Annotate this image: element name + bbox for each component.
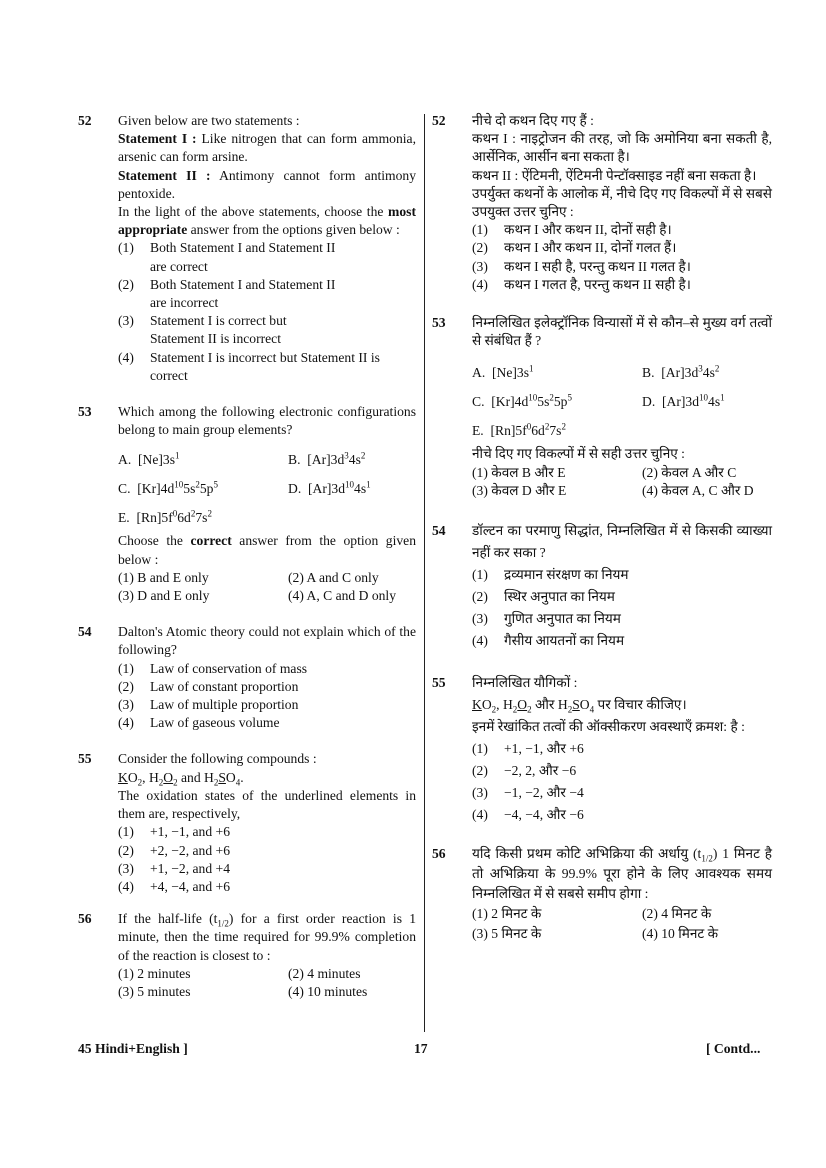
option-3: (3) D and E only <box>118 588 210 604</box>
question-text: Which among the following electronic configurations belong to main group elements? <box>118 404 416 438</box>
option-1: (1) Law of conservation of mass <box>118 660 308 676</box>
footer-page-number: 17 <box>414 1041 428 1056</box>
config-d: D. $[Ar]3d^{10}4s^1$ <box>642 392 725 410</box>
option-4: (4) −4, −4, और −6 <box>472 807 584 823</box>
question-text: Dalton's Atomic theory could not explain which of the following? <box>118 624 416 658</box>
option-1: (1) केवल B और E <box>472 464 566 480</box>
option-3: (3) केवल D और E <box>472 482 567 498</box>
option-2: (2) A and C only <box>288 569 379 585</box>
question-53-en <box>78 403 416 605</box>
options <box>118 965 416 1001</box>
option-3: (3) गुणित अनुपात का नियम <box>472 611 621 627</box>
question-ask: In the light of the above statements, choose the most appropriate answer from the options given below : <box>118 204 416 238</box>
question-number: 52 <box>432 113 446 128</box>
compounds: $KO_2$, $H_2O_2$ and $H_2SO_4$. <box>118 769 244 788</box>
question-number: 53 <box>432 315 446 331</box>
option-3: (3) +1, −2, and +4 <box>118 860 231 876</box>
option-1: (1) 2 मिनट के <box>472 906 542 922</box>
option-2: (2) +2, −2, and +6 <box>118 842 231 858</box>
config-a: A. $[Ne]3s^1$ <box>118 450 180 468</box>
question-number: 52 <box>78 113 92 128</box>
question-number: 54 <box>78 624 92 640</box>
question-54-hi <box>432 520 772 652</box>
option-3: (3) Law of multiple proportion <box>118 697 299 713</box>
option-3: (3) −1, −2, और −4 <box>472 785 584 801</box>
question-text: यदि किसी प्रथम कोटि अभिक्रिया की अर्धायु $(t_{1/2})$ 1 मिनट है तो अभिक्रिया के 99.9% पूरा होने के लिए आवश्यक समय निम्नलिखित में से सबसे समीप होगा : <box>472 846 772 902</box>
question-number: 53 <box>78 404 92 420</box>
option-1: (1) +1, −1, और +6 <box>472 741 584 757</box>
question-ask: उपर्युक्त कथनों के आलोक में, नीचे दिए गए विकल्पों में से सबसे उपयुक्त उत्तर चुनिए : <box>472 185 772 220</box>
option-2: (2) कथन I और कथन II, दोनों गलत हैं। <box>472 240 677 256</box>
footer-booklet-code: 45 Hindi+English ] <box>78 1041 188 1056</box>
config-b: B. $[Ar]3d^34s^2$ <box>642 363 720 381</box>
compounds: $KO_2$, $H_2O_2$ और $H_2SO_4$ पर विचार कीजिए। <box>472 697 687 715</box>
config-c: C. $[Kr]4d^{10}5s^25p^5$ <box>472 392 572 410</box>
option-2: (2) Law of constant proportion <box>118 678 299 694</box>
option-1: (1) 2 minutes <box>118 965 191 981</box>
config-e: E. $[Rn]5f^06d^27s^2$ <box>472 421 566 439</box>
configurations <box>472 358 772 445</box>
question-choose: नीचे दिए गए विकल्पों में से सही उत्तर चुनिए : <box>472 446 685 462</box>
option-2: (2) 4 मिनट के <box>642 906 712 922</box>
question-intro: नीचे दो कथन दिए गए हैं : <box>472 113 594 128</box>
option-2: (2) केवल A और C <box>642 464 737 480</box>
question-text: निम्नलिखित यौगिकों : <box>472 675 578 691</box>
question-choose: Choose the correct answer from the option given below : <box>118 533 416 567</box>
option-3: (3) कथन I सही है, परन्तु कथन II गलत है। <box>472 258 691 274</box>
option-4: (4) कथन I गलत है, परन्तु कथन II सही है। <box>472 276 691 292</box>
options <box>472 464 772 500</box>
question-55-hi <box>432 672 772 826</box>
hindi-column <box>432 112 772 944</box>
question-54-en <box>78 623 416 732</box>
option-4: (4) A, C and D only <box>288 588 396 604</box>
option-1: (1) +1, −1, and +6 <box>118 824 231 840</box>
question-number: 54 <box>432 523 446 539</box>
question-text: Consider the following compounds : <box>118 751 317 767</box>
question-number: 56 <box>78 911 92 927</box>
question-intro: Given below are two statements : <box>118 113 300 128</box>
question-number: 55 <box>78 751 92 767</box>
option-3: (3) 5 minutes <box>118 983 191 999</box>
question-text-2: इनमें रेखांकित तत्वों की ऑक्सीकरण अवस्थाएँ क्रमश: है : <box>472 719 745 735</box>
config-a: A. $[Ne]3s^1$ <box>472 363 534 381</box>
option-4: (4) 10 मिनट के <box>642 926 719 942</box>
config-b: B. $[Ar]3d^34s^2$ <box>288 450 366 468</box>
option-1: (1) B and E only <box>118 569 209 585</box>
option-2: (2) स्थिर अनुपात का नियम <box>472 589 615 605</box>
option-4: (4) Statement I is incorrect but Statement II is correct <box>118 349 380 383</box>
english-column <box>78 112 416 1001</box>
question-52-hi <box>432 112 772 294</box>
question-number: 56 <box>432 846 446 862</box>
option-1: (1) Both Statement I and Statement II are correct <box>118 240 336 274</box>
option-3: (3) 5 मिनट के <box>472 926 542 942</box>
footer-continued: [ Contd... <box>706 1041 761 1056</box>
option-4: (4) +4, −4, and +6 <box>118 878 231 894</box>
option-3: (3) Statement I is correct but Statement II is incorrect <box>118 313 287 347</box>
options <box>118 569 416 605</box>
option-2: (2) 4 minutes <box>288 965 361 981</box>
question-text: If the half-life $(t_{1/2})$ for a first order reaction is 1 minute, then the time required for 99.9% completion of the reaction is closest to : <box>118 911 416 963</box>
option-4: (4) Law of gaseous volume <box>118 715 280 731</box>
statement-1: कथन I : नाइट्रोजन की तरह, जो कि अमोनिया बना सकती है, आर्सेनिक, आर्सीन बना सकता है। <box>472 131 772 165</box>
statement-2: कथन II : ऐंटिमनी, ऐंटिमनी पेन्टॉक्साइड नहीं बना सकता है। <box>472 167 757 183</box>
option-1: (1) द्रव्यमान संरक्षण का नियम <box>472 567 629 583</box>
question-55-en <box>78 750 416 896</box>
question-56-hi <box>432 844 772 944</box>
option-4: (4) 10 minutes <box>288 983 368 999</box>
config-e: E. $[Rn]5f^06d^27s^2$ <box>118 508 212 526</box>
question-number: 55 <box>432 675 446 691</box>
question-56-en <box>78 910 416 1001</box>
option-2: (2) Both Statement I and Statement II are incorrect <box>118 276 336 311</box>
option-4: (4) गैसीय आयतनों का नियम <box>472 633 625 649</box>
config-c: C. $[Kr]4d^{10}5s^25p^5$ <box>118 479 218 497</box>
question-53-hi <box>432 314 772 500</box>
statement-1: Statement I : Like nitrogen that can form ammonia, arsenic can form arsine. <box>118 131 416 165</box>
question-text: डॉल्टन का परमाणु सिद्धांत, निम्नलिखित में से किसकी व्याख्या नहीं कर सका ? <box>472 523 772 561</box>
column-divider <box>424 114 425 1032</box>
statement-2: Statement II : Antimony cannot form antimony pentoxide. <box>118 167 417 201</box>
question-52-en <box>78 112 416 385</box>
options <box>472 904 772 944</box>
option-2: (2) −2, 2, और −6 <box>472 763 577 779</box>
question-text: निम्नलिखित इलेक्ट्रॉनिक विन्यासों में से कौन–से मुख्य वर्ग तत्वों से संबंधित हैं ? <box>472 315 772 349</box>
config-d: D. $[Ar]3d^{10}4s^1$ <box>288 479 371 497</box>
option-1: (1) कथन I और कथन II, दोनों सही है। <box>472 222 672 238</box>
option-4: (4) केवल A, C और D <box>642 482 754 498</box>
question-text-2: The oxidation states of the underlined elements in them are, respectively, <box>118 787 416 822</box>
configurations <box>118 445 416 532</box>
